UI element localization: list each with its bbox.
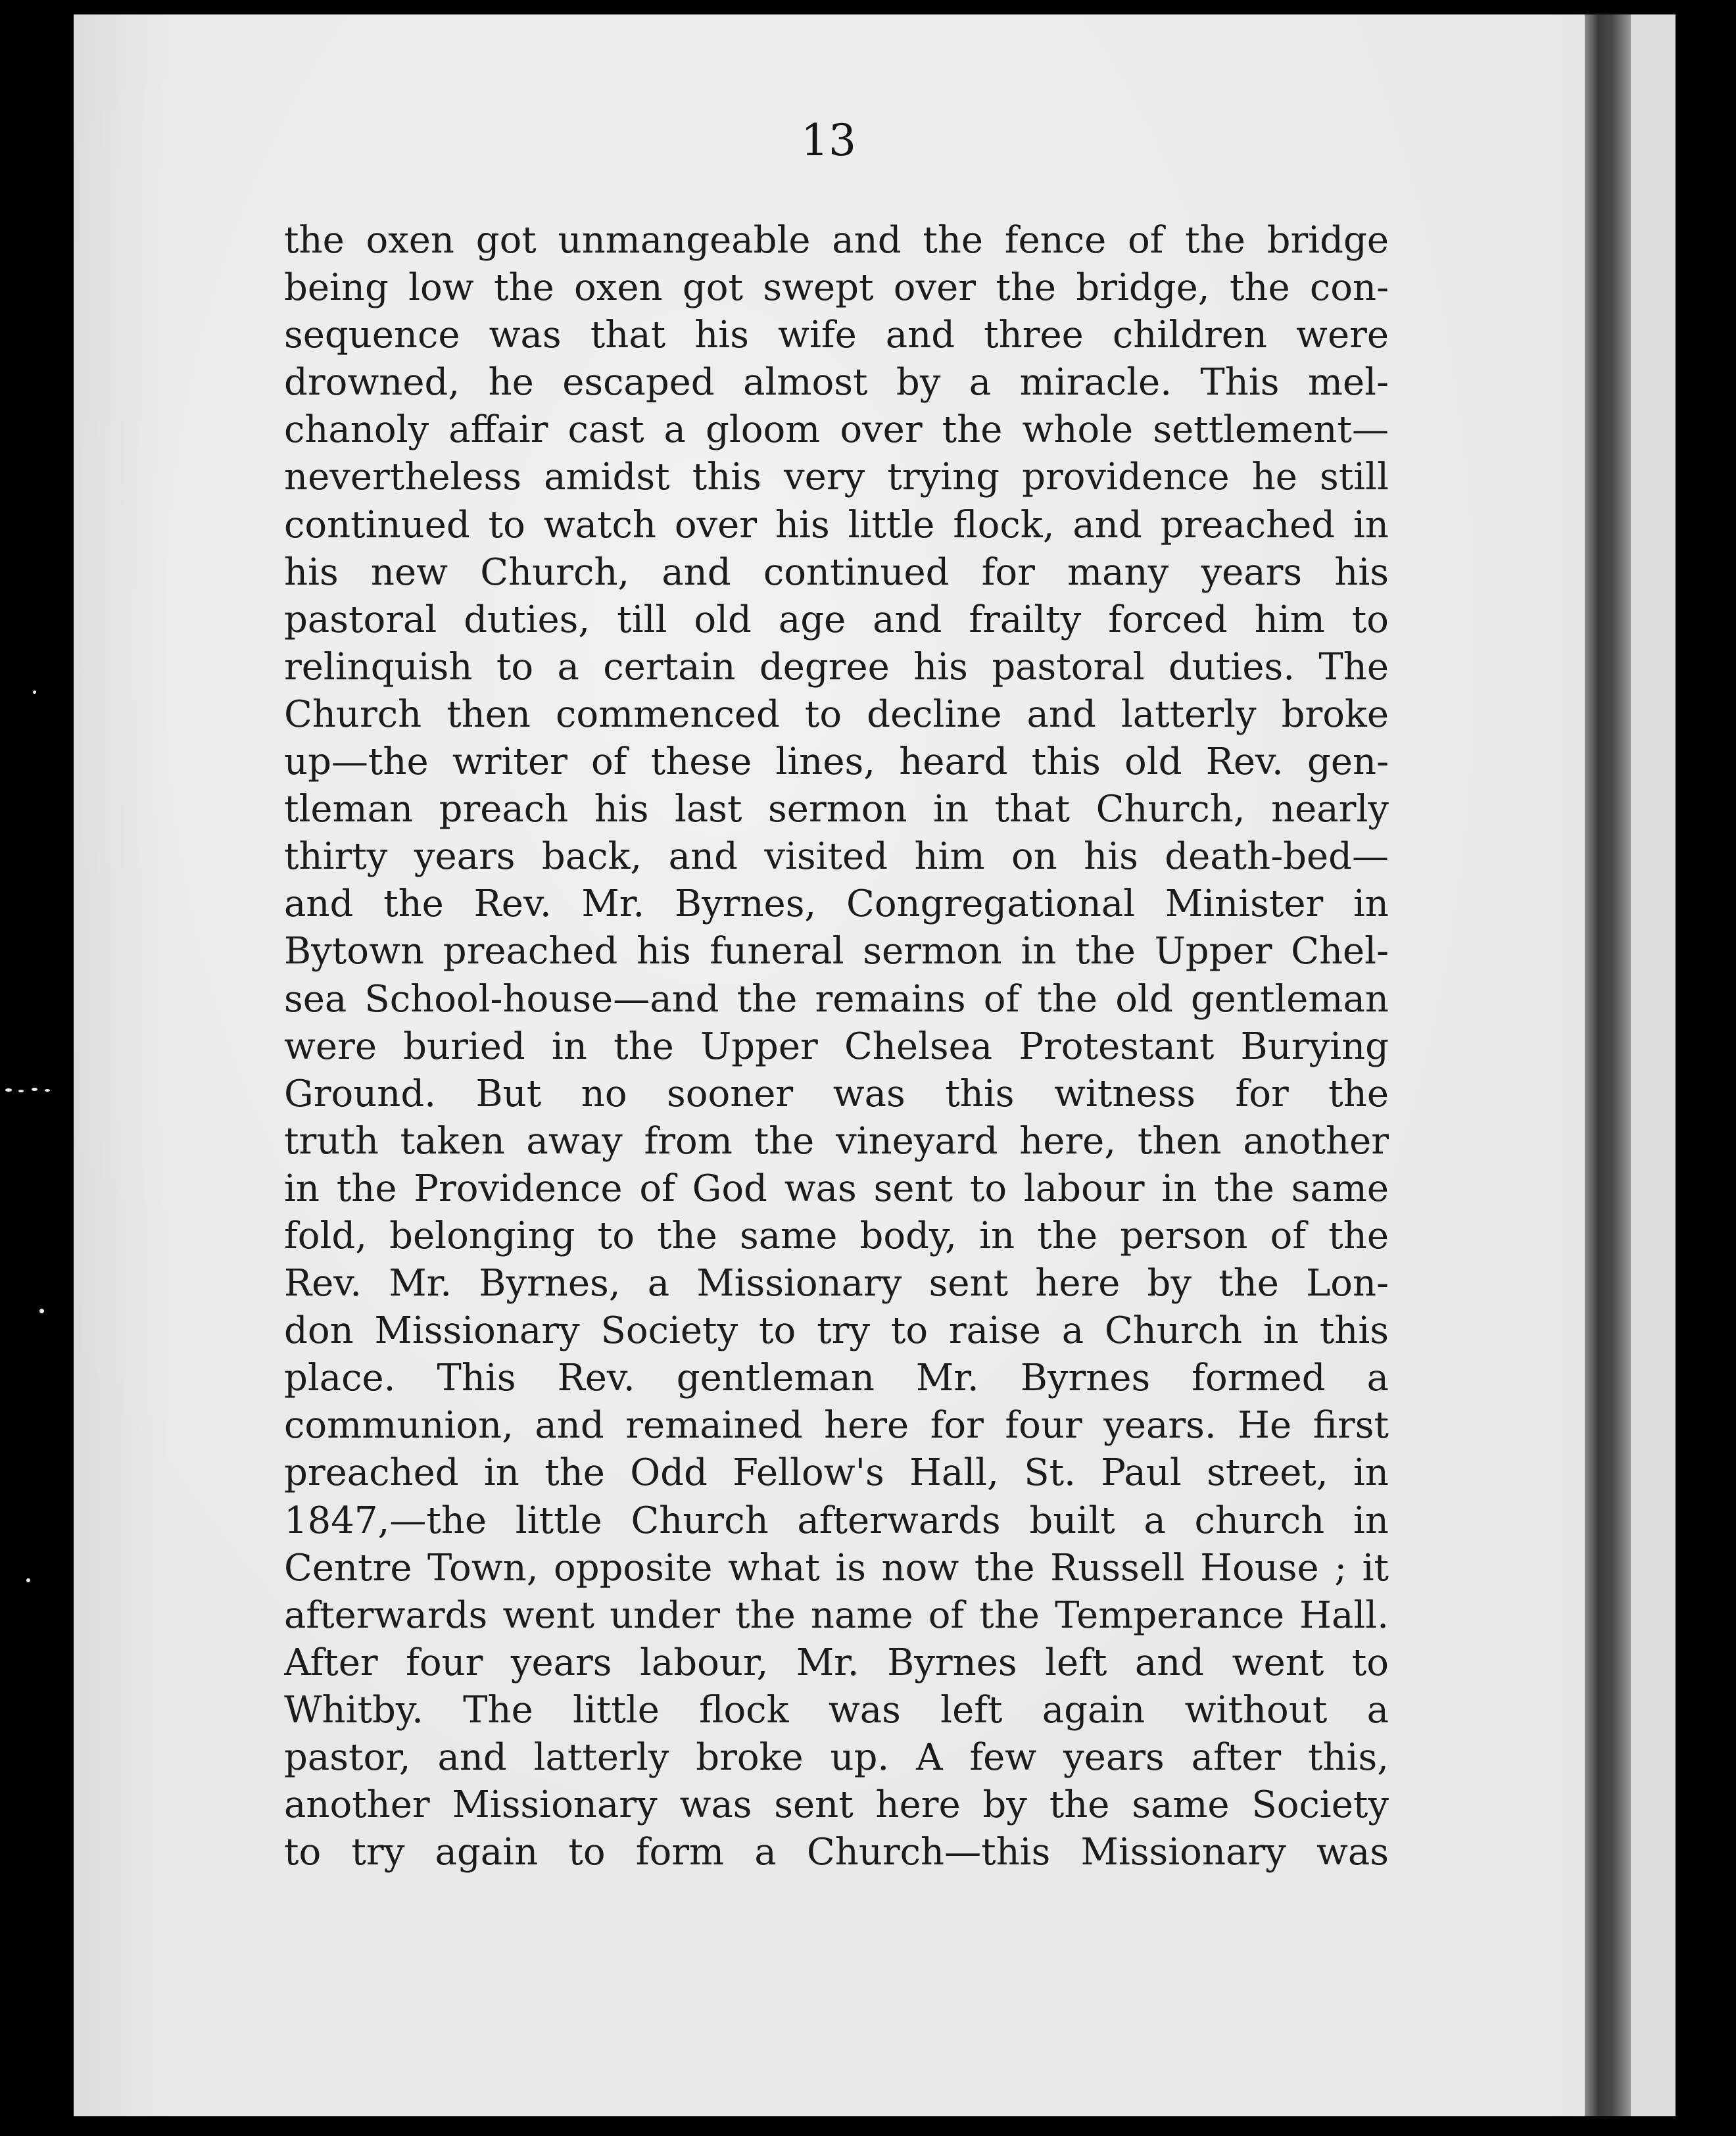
text-line: 1847,—the little Church afterwards built a church in <box>284 1499 1389 1542</box>
text-line: chanoly affair cast a gloom over the whole settlement— <box>284 408 1389 452</box>
scan-speck <box>18 1090 24 1092</box>
text-line: thirty years back, and visited him on his death-bed— <box>284 835 1389 879</box>
text-line: don Missionary Society to try to raise a Church in this <box>284 1309 1389 1353</box>
text-line: Church then commenced to decline and latterly broke <box>284 692 1389 736</box>
text-line: tleman preach his last sermon in that Church, nearly <box>284 788 1389 831</box>
text-line: Ground. But no sooner was this witness for the <box>284 1072 1389 1115</box>
text-line: communion, and remained here for four years. He first <box>284 1404 1389 1447</box>
text-line: being low the oxen got swept over the bridge, the con- <box>284 266 1389 310</box>
text-line: After four years labour, Mr. Byrnes left and went to <box>284 1641 1389 1684</box>
facing-page-edge <box>1631 14 1676 2116</box>
text-line: continued to watch over his little flock, and preached in <box>284 503 1389 546</box>
scan-speck <box>5 1088 12 1092</box>
scan-speck <box>26 1578 30 1582</box>
text-line: relinquish to a certain degree his pastoral duties. The <box>284 645 1389 689</box>
text-line: in the Providence of God was sent to labour in the same <box>284 1167 1389 1210</box>
text-line: the oxen got unmangeable and the fence of the bridge <box>284 219 1389 262</box>
text-line: preached in the Odd Fellow's Hall, St. Paul street, in <box>284 1451 1389 1495</box>
text-line: place. This Rev. gentleman Mr. Byrnes formed a <box>284 1357 1389 1400</box>
scan-speck <box>32 1088 37 1091</box>
text-line: another Missionary was sent here by the same Society <box>284 1784 1389 1827</box>
binding-gutter-shadow <box>1585 14 1631 2116</box>
text-line: truth taken away from the vineyard here, then another <box>284 1119 1389 1163</box>
text-line: pastor, and latterly broke up. A few years after this, <box>284 1736 1389 1779</box>
text-line: drowned, he escaped almost by a miracle. This mel- <box>284 361 1389 404</box>
text-line: afterwards went under the name of the Temperance Hall. <box>284 1593 1389 1637</box>
text-line: were buried in the Upper Chelsea Protestant Burying <box>284 1025 1389 1068</box>
text-line: up—the writer of these lines, heard this old Rev. gen- <box>284 740 1389 784</box>
scan-speck <box>33 691 36 694</box>
body-text <box>284 217 1389 1876</box>
text-line: pastoral duties, till old age and frailty forced him to <box>284 598 1389 641</box>
text-line: nevertheless amidst this very trying providence he still <box>284 456 1389 499</box>
scan-speck <box>39 1309 44 1313</box>
text-line: to try again to form a Church—this Missionary was <box>284 1831 1389 1874</box>
text-line: Bytown preached his funeral sermon in the Upper Chel- <box>284 930 1389 973</box>
text-line: Whitby. The little flock was left again without a <box>284 1688 1389 1732</box>
text-line: and the Rev. Mr. Byrnes, Congregational Minister in <box>284 883 1389 926</box>
text-line: Rev. Mr. Byrnes, a Missionary sent here by the Lon- <box>284 1262 1389 1305</box>
text-line: Centre Town, opposite what is now the Russell House ; it <box>284 1546 1389 1590</box>
text-line: fold, belonging to the same body, in the person of the <box>284 1214 1389 1257</box>
text-line: his new Church, and continued for many years his <box>284 550 1389 594</box>
text-line: sea School-house—and the remains of the old gentleman <box>284 977 1389 1021</box>
text-line: sequence was that his wife and three children were <box>284 314 1389 357</box>
scan-speck <box>45 1089 50 1092</box>
page-number: 13 <box>801 115 856 166</box>
